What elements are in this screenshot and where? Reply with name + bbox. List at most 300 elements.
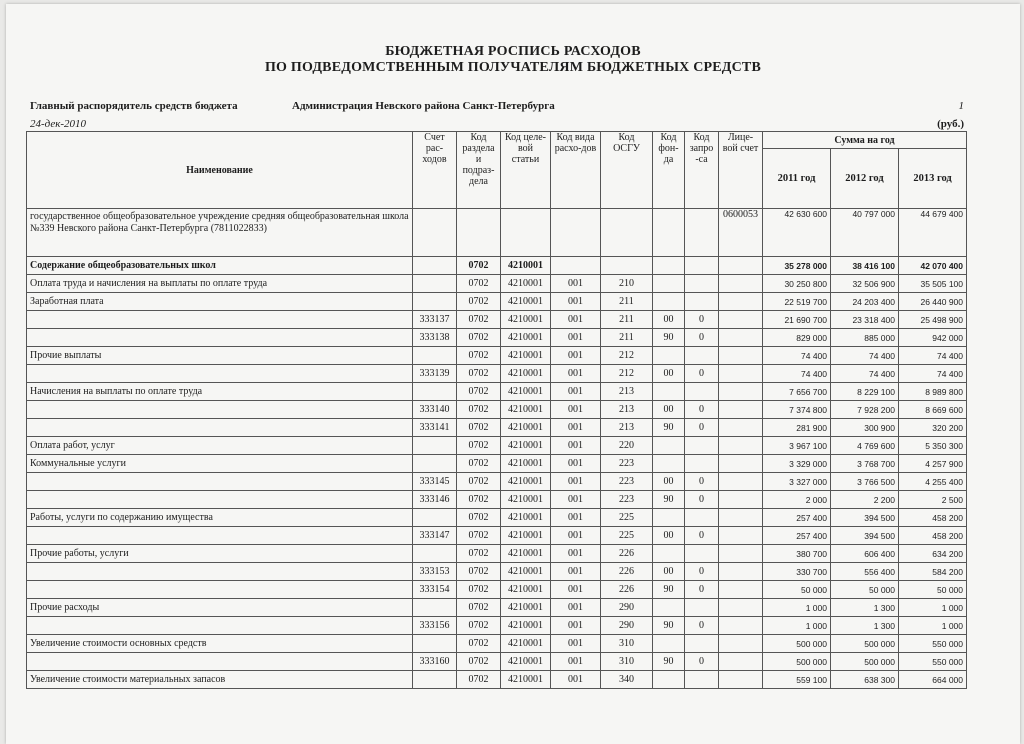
row-fund-code <box>653 209 685 257</box>
row-personal-account <box>719 401 763 419</box>
row-sum-2012: 38 416 100 <box>831 257 899 275</box>
row-fund-code: 00 <box>653 473 685 491</box>
row-sum-2011: 500 000 <box>763 635 831 653</box>
table-row <box>27 599 967 617</box>
row-account: 333141 <box>413 419 457 437</box>
row-sum-2013: 50 000 <box>899 581 967 599</box>
row-sum-2011: 281 900 <box>763 419 831 437</box>
row-sum-2011: 3 329 000 <box>763 455 831 473</box>
row-fund-code <box>653 383 685 401</box>
row-fund-code <box>653 671 685 689</box>
row-expense-type-code: 001 <box>551 491 601 509</box>
header-expense-type-code: Код вида расхо-дов <box>551 132 601 209</box>
row-request-code <box>685 635 719 653</box>
row-osgu-code: 223 <box>601 473 653 491</box>
table-row <box>27 455 967 473</box>
row-sum-2013: 8 669 600 <box>899 401 967 419</box>
row-target-code: 4210001 <box>501 527 551 545</box>
row-name <box>27 653 413 671</box>
row-osgu-code: 213 <box>601 383 653 401</box>
table-row <box>27 635 967 653</box>
row-request-code: 0 <box>685 311 719 329</box>
row-personal-account <box>719 491 763 509</box>
row-sum-2012: 8 229 100 <box>831 383 899 401</box>
row-request-code <box>685 275 719 293</box>
row-expense-type-code: 001 <box>551 473 601 491</box>
row-name <box>27 563 413 581</box>
row-sum-2011: 21 690 700 <box>763 311 831 329</box>
row-sum-2011: 500 000 <box>763 653 831 671</box>
row-sum-2011: 7 374 800 <box>763 401 831 419</box>
row-osgu-code: 213 <box>601 401 653 419</box>
table-row <box>27 437 967 455</box>
row-osgu-code: 210 <box>601 275 653 293</box>
row-osgu-code: 290 <box>601 617 653 635</box>
row-expense-type-code: 001 <box>551 671 601 689</box>
row-account: 333137 <box>413 311 457 329</box>
row-section-code: 0702 <box>457 383 501 401</box>
row-fund-code: 90 <box>653 491 685 509</box>
row-sum-2012: 23 318 400 <box>831 311 899 329</box>
row-account <box>413 275 457 293</box>
row-account: 333147 <box>413 527 457 545</box>
row-request-code <box>685 437 719 455</box>
row-personal-account: 0600053 <box>719 209 763 257</box>
row-name: Оплата труда и начисления на выплаты по оплате труда <box>27 275 413 293</box>
table-row <box>27 617 967 635</box>
row-target-code: 4210001 <box>501 473 551 491</box>
row-target-code: 4210001 <box>501 617 551 635</box>
row-name: Содержание общеобразовательных школ <box>27 257 413 275</box>
row-sum-2011: 257 400 <box>763 527 831 545</box>
row-section-code: 0702 <box>457 293 501 311</box>
row-request-code <box>685 671 719 689</box>
row-account <box>413 209 457 257</box>
row-sum-2012: 394 500 <box>831 527 899 545</box>
row-osgu-code: 212 <box>601 347 653 365</box>
row-osgu-code <box>601 209 653 257</box>
row-expense-type-code: 001 <box>551 329 601 347</box>
row-section-code: 0702 <box>457 455 501 473</box>
row-account: 333139 <box>413 365 457 383</box>
row-account <box>413 455 457 473</box>
row-sum-2013: 1 000 <box>899 617 967 635</box>
row-name: Увеличение стоимости материальных запасов <box>27 671 413 689</box>
row-sum-2013: 74 400 <box>899 347 967 365</box>
document-sheet <box>6 4 1020 744</box>
row-personal-account <box>719 617 763 635</box>
row-sum-2011: 42 630 600 <box>763 209 831 257</box>
row-fund-code <box>653 437 685 455</box>
row-personal-account <box>719 419 763 437</box>
row-expense-type-code: 001 <box>551 455 601 473</box>
row-personal-account <box>719 293 763 311</box>
row-expense-type-code: 001 <box>551 437 601 455</box>
row-account <box>413 599 457 617</box>
row-sum-2013: 320 200 <box>899 419 967 437</box>
table-row <box>27 527 967 545</box>
header-name: Наименование <box>27 132 413 209</box>
row-sum-2013: 42 070 400 <box>899 257 967 275</box>
row-sum-2011: 1 000 <box>763 617 831 635</box>
row-sum-2013: 4 255 400 <box>899 473 967 491</box>
row-request-code <box>685 383 719 401</box>
row-osgu-code: 213 <box>601 419 653 437</box>
row-osgu-code: 226 <box>601 563 653 581</box>
row-sum-2011: 3 967 100 <box>763 437 831 455</box>
row-expense-type-code: 001 <box>551 347 601 365</box>
row-name <box>27 365 413 383</box>
row-personal-account <box>719 581 763 599</box>
row-account: 333154 <box>413 581 457 599</box>
row-personal-account <box>719 509 763 527</box>
row-fund-code: 00 <box>653 563 685 581</box>
row-sum-2013: 458 200 <box>899 527 967 545</box>
row-sum-2011: 2 000 <box>763 491 831 509</box>
row-osgu-code: 211 <box>601 329 653 347</box>
row-personal-account <box>719 473 763 491</box>
title-line-2: ПО ПОДВЕДОМСТВЕННЫМ ПОЛУЧАТЕЛЯМ БЮДЖЕТНЫХ СРЕДСТВ <box>264 60 762 75</box>
row-osgu-code <box>601 257 653 275</box>
row-name <box>27 527 413 545</box>
row-fund-code <box>653 293 685 311</box>
row-request-code <box>685 599 719 617</box>
table-row <box>27 329 967 347</box>
row-sum-2013: 458 200 <box>899 509 967 527</box>
row-sum-2013: 8 989 800 <box>899 383 967 401</box>
row-sum-2011: 35 278 000 <box>763 257 831 275</box>
row-personal-account <box>719 347 763 365</box>
table-row <box>27 671 967 689</box>
row-section-code: 0702 <box>457 599 501 617</box>
row-sum-2013: 5 350 300 <box>899 437 967 455</box>
row-section-code <box>457 209 501 257</box>
row-fund-code: 00 <box>653 311 685 329</box>
row-osgu-code: 226 <box>601 545 653 563</box>
row-account <box>413 257 457 275</box>
row-personal-account <box>719 599 763 617</box>
row-sum-2013: 550 000 <box>899 653 967 671</box>
row-sum-2013: 25 498 900 <box>899 311 967 329</box>
row-osgu-code: 212 <box>601 365 653 383</box>
row-sum-2012: 500 000 <box>831 653 899 671</box>
row-fund-code <box>653 635 685 653</box>
row-target-code: 4210001 <box>501 365 551 383</box>
row-sum-2013: 74 400 <box>899 365 967 383</box>
row-sum-2011: 74 400 <box>763 365 831 383</box>
header-personal-account: Лице-вой счет <box>719 132 763 209</box>
row-section-code: 0702 <box>457 311 501 329</box>
table-row <box>27 311 967 329</box>
row-name <box>27 401 413 419</box>
row-request-code <box>685 257 719 275</box>
row-expense-type-code: 001 <box>551 509 601 527</box>
row-account <box>413 383 457 401</box>
row-sum-2013: 26 440 900 <box>899 293 967 311</box>
header-year-2012: 2012 год <box>831 149 899 209</box>
row-sum-2012: 394 500 <box>831 509 899 527</box>
row-sum-2012: 40 797 000 <box>831 209 899 257</box>
row-osgu-code: 225 <box>601 509 653 527</box>
row-personal-account <box>719 257 763 275</box>
row-sum-2011: 22 519 700 <box>763 293 831 311</box>
row-personal-account <box>719 365 763 383</box>
row-osgu-code: 310 <box>601 635 653 653</box>
row-request-code: 0 <box>685 365 719 383</box>
row-sum-2012: 50 000 <box>831 581 899 599</box>
row-expense-type-code: 001 <box>551 275 601 293</box>
row-sum-2011: 330 700 <box>763 563 831 581</box>
row-request-code: 0 <box>685 419 719 437</box>
row-personal-account <box>719 563 763 581</box>
row-account: 333138 <box>413 329 457 347</box>
row-personal-account <box>719 527 763 545</box>
row-target-code: 4210001 <box>501 293 551 311</box>
row-expense-type-code: 001 <box>551 311 601 329</box>
row-section-code: 0702 <box>457 437 501 455</box>
row-account: 333156 <box>413 617 457 635</box>
row-section-code: 0702 <box>457 329 501 347</box>
distributor-name: Администрация Невского района Санкт-Петербурга <box>292 100 555 112</box>
row-section-code: 0702 <box>457 635 501 653</box>
row-expense-type-code: 001 <box>551 599 601 617</box>
header-year-2013: 2013 год <box>899 149 967 209</box>
row-request-code: 0 <box>685 473 719 491</box>
title-line-1: БЮДЖЕТНАЯ РОСПИСЬ РАСХОДОВ <box>385 44 641 59</box>
row-account <box>413 545 457 563</box>
row-personal-account <box>719 437 763 455</box>
table-body <box>27 209 967 689</box>
row-sum-2011: 3 327 000 <box>763 473 831 491</box>
row-name: Заработная плата <box>27 293 413 311</box>
row-expense-type-code: 001 <box>551 419 601 437</box>
row-fund-code <box>653 257 685 275</box>
row-section-code: 0702 <box>457 257 501 275</box>
currency-unit: (руб.) <box>937 118 964 130</box>
row-account <box>413 671 457 689</box>
row-target-code: 4210001 <box>501 671 551 689</box>
row-target-code: 4210001 <box>501 653 551 671</box>
header-section-code: Код раздела и подраз-дела <box>457 132 501 209</box>
row-sum-2012: 1 300 <box>831 599 899 617</box>
row-expense-type-code <box>551 257 601 275</box>
row-fund-code <box>653 275 685 293</box>
row-account: 333153 <box>413 563 457 581</box>
row-request-code: 0 <box>685 491 719 509</box>
row-target-code: 4210001 <box>501 563 551 581</box>
table-row <box>27 581 967 599</box>
row-section-code: 0702 <box>457 617 501 635</box>
row-personal-account <box>719 545 763 563</box>
header-target-code: Код целе-вой статьи <box>501 132 551 209</box>
row-account: 333146 <box>413 491 457 509</box>
row-sum-2012: 606 400 <box>831 545 899 563</box>
row-section-code: 0702 <box>457 419 501 437</box>
row-expense-type-code: 001 <box>551 635 601 653</box>
row-sum-2012: 32 506 900 <box>831 275 899 293</box>
row-sum-2012: 300 900 <box>831 419 899 437</box>
row-sum-2012: 74 400 <box>831 365 899 383</box>
row-sum-2013: 4 257 900 <box>899 455 967 473</box>
row-sum-2011: 7 656 700 <box>763 383 831 401</box>
row-request-code <box>685 545 719 563</box>
budget-table <box>26 131 967 689</box>
row-target-code: 4210001 <box>501 635 551 653</box>
row-sum-2013: 1 000 <box>899 599 967 617</box>
row-sum-2011: 30 250 800 <box>763 275 831 293</box>
row-sum-2012: 638 300 <box>831 671 899 689</box>
document-title <box>6 44 1020 76</box>
row-name <box>27 311 413 329</box>
table-row <box>27 653 967 671</box>
row-expense-type-code: 001 <box>551 401 601 419</box>
table-row <box>27 275 967 293</box>
row-target-code: 4210001 <box>501 491 551 509</box>
row-osgu-code: 223 <box>601 455 653 473</box>
row-sum-2011: 50 000 <box>763 581 831 599</box>
row-section-code: 0702 <box>457 275 501 293</box>
row-section-code: 0702 <box>457 347 501 365</box>
header-sum: Сумма на год <box>763 132 967 149</box>
table-row <box>27 419 967 437</box>
row-sum-2012: 885 000 <box>831 329 899 347</box>
table-row <box>27 257 967 275</box>
row-sum-2011: 829 000 <box>763 329 831 347</box>
row-request-code <box>685 209 719 257</box>
row-section-code: 0702 <box>457 581 501 599</box>
row-sum-2013: 44 679 400 <box>899 209 967 257</box>
row-osgu-code: 211 <box>601 293 653 311</box>
row-osgu-code: 226 <box>601 581 653 599</box>
row-personal-account <box>719 311 763 329</box>
row-sum-2011: 380 700 <box>763 545 831 563</box>
header-osgu-code: Код ОСГУ <box>601 132 653 209</box>
row-target-code <box>501 209 551 257</box>
page-number: 1 <box>958 100 964 112</box>
row-account <box>413 347 457 365</box>
row-sum-2013: 550 000 <box>899 635 967 653</box>
row-fund-code: 90 <box>653 329 685 347</box>
row-account: 333145 <box>413 473 457 491</box>
row-osgu-code: 211 <box>601 311 653 329</box>
row-osgu-code: 220 <box>601 437 653 455</box>
row-sum-2013: 942 000 <box>899 329 967 347</box>
row-section-code: 0702 <box>457 527 501 545</box>
row-target-code: 4210001 <box>501 383 551 401</box>
row-fund-code <box>653 455 685 473</box>
row-request-code: 0 <box>685 401 719 419</box>
header-request-code: Код запро -са <box>685 132 719 209</box>
row-request-code: 0 <box>685 653 719 671</box>
row-section-code: 0702 <box>457 473 501 491</box>
row-fund-code: 90 <box>653 419 685 437</box>
row-request-code: 0 <box>685 563 719 581</box>
row-target-code: 4210001 <box>501 581 551 599</box>
row-personal-account <box>719 329 763 347</box>
row-account: 333140 <box>413 401 457 419</box>
date-line <box>30 118 964 130</box>
row-personal-account <box>719 635 763 653</box>
distributor-line <box>30 100 964 112</box>
row-name: Работы, услуги по содержанию имущества <box>27 509 413 527</box>
row-target-code: 4210001 <box>501 545 551 563</box>
row-sum-2012: 500 000 <box>831 635 899 653</box>
row-request-code <box>685 509 719 527</box>
row-fund-code <box>653 509 685 527</box>
row-name: Начисления на выплаты по оплате труда <box>27 383 413 401</box>
row-sum-2012: 24 203 400 <box>831 293 899 311</box>
row-section-code: 0702 <box>457 509 501 527</box>
row-section-code: 0702 <box>457 491 501 509</box>
row-section-code: 0702 <box>457 401 501 419</box>
row-expense-type-code: 001 <box>551 545 601 563</box>
row-osgu-code: 223 <box>601 491 653 509</box>
row-personal-account <box>719 653 763 671</box>
row-expense-type-code: 001 <box>551 563 601 581</box>
row-fund-code: 90 <box>653 581 685 599</box>
row-sum-2012: 7 928 200 <box>831 401 899 419</box>
row-request-code: 0 <box>685 581 719 599</box>
row-fund-code: 00 <box>653 401 685 419</box>
row-target-code: 4210001 <box>501 437 551 455</box>
row-expense-type-code: 001 <box>551 617 601 635</box>
row-fund-code <box>653 545 685 563</box>
row-target-code: 4210001 <box>501 257 551 275</box>
row-sum-2012: 74 400 <box>831 347 899 365</box>
row-expense-type-code: 001 <box>551 527 601 545</box>
header-fund-code: Код фон-да <box>653 132 685 209</box>
table-row <box>27 491 967 509</box>
row-expense-type-code: 001 <box>551 653 601 671</box>
row-fund-code <box>653 599 685 617</box>
row-name: государственное общеобразовательное учреждение средняя общеобразовательная школа №339 Невского района Санкт-Петербурга (7811022833) <box>27 209 413 257</box>
document-date: 24-дек-2010 <box>30 118 87 130</box>
row-request-code <box>685 455 719 473</box>
row-osgu-code: 310 <box>601 653 653 671</box>
row-name: Прочие работы, услуги <box>27 545 413 563</box>
table-row <box>27 509 967 527</box>
row-request-code: 0 <box>685 527 719 545</box>
row-fund-code: 00 <box>653 527 685 545</box>
row-sum-2012: 556 400 <box>831 563 899 581</box>
row-target-code: 4210001 <box>501 419 551 437</box>
row-fund-code <box>653 347 685 365</box>
row-expense-type-code <box>551 209 601 257</box>
row-section-code: 0702 <box>457 545 501 563</box>
row-section-code: 0702 <box>457 365 501 383</box>
row-name: Увеличение стоимости основных средств <box>27 635 413 653</box>
table-row <box>27 347 967 365</box>
table-row <box>27 563 967 581</box>
row-request-code <box>685 347 719 365</box>
row-name: Прочие выплаты <box>27 347 413 365</box>
table-row <box>27 209 967 257</box>
row-personal-account <box>719 455 763 473</box>
row-name <box>27 473 413 491</box>
row-request-code: 0 <box>685 617 719 635</box>
row-sum-2012: 4 769 600 <box>831 437 899 455</box>
row-target-code: 4210001 <box>501 455 551 473</box>
table-row <box>27 293 967 311</box>
row-account <box>413 437 457 455</box>
row-osgu-code: 225 <box>601 527 653 545</box>
table-row <box>27 473 967 491</box>
row-personal-account <box>719 671 763 689</box>
row-sum-2012: 3 768 700 <box>831 455 899 473</box>
table-row <box>27 383 967 401</box>
row-sum-2013: 584 200 <box>899 563 967 581</box>
row-sum-2012: 3 766 500 <box>831 473 899 491</box>
